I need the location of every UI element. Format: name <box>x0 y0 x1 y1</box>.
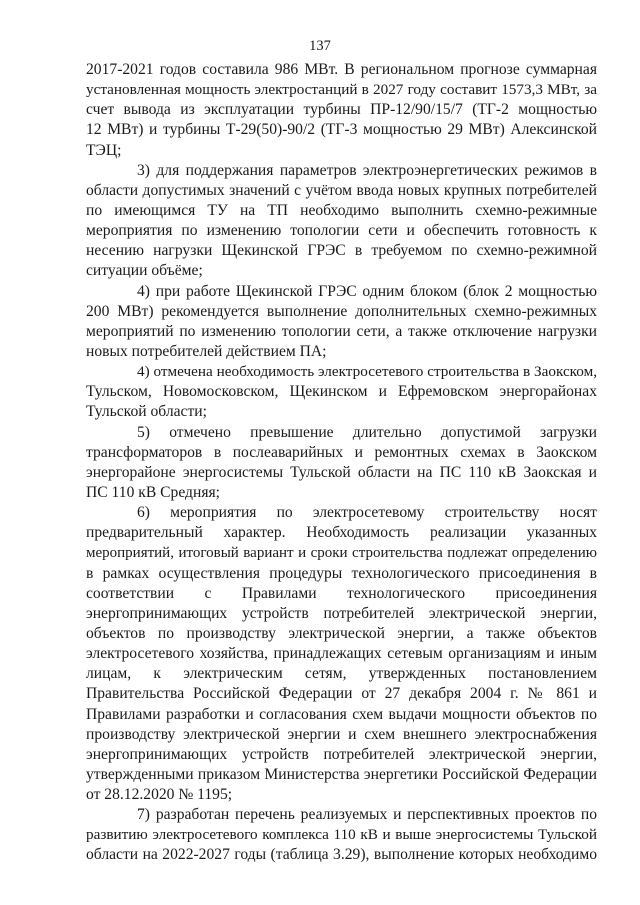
text-line: объектов по производству электрической энергии, а также объектов <box>86 624 597 642</box>
text-line: установленная мощность электростанций в 2027 году составит 1573,3 МВт, за <box>86 81 597 99</box>
text-line: 2017-2021 годов составила 986 МВт. В региональном прогнозе суммарная <box>86 61 597 78</box>
text-line: производству электрической энергии и схем внешнего электроснабжения <box>86 725 597 743</box>
text-line: Правительства Российской Федерации от 27 декабря 2004 г. № 861 и <box>86 685 597 703</box>
text-line: Тульской области; <box>86 403 207 421</box>
text-line: мероприятий, итоговый вариант и сроки строительства подлежат определению <box>86 545 597 562</box>
text-line: 12 МВт) и турбины Т-29(50)-90/2 (ТГ-3 мощностью 29 МВт) Алексинской <box>86 121 597 139</box>
text-line: 5) отмечено превышение длительно допустимой загрузки <box>137 423 597 441</box>
text-line: ситуации объёме; <box>86 262 203 280</box>
text-line: развитию электросетевого комплекса 110 кВ и выше энергосистемы Тульской <box>86 826 597 844</box>
text-line: лицам, к электрическим сетям, утвержденных постановлением <box>86 665 597 683</box>
text-line: мероприятия по изменению топологии сети и обеспечить готовность к <box>86 222 597 240</box>
text-line: несению нагрузки Щекинской ГРЭС в требуемом по схемно-режимной <box>86 242 597 260</box>
text-line: 3) для поддержания параметров электроэнергетических режимов в <box>137 161 597 179</box>
text-line: соответствии с Правилами технологического присоединения <box>86 584 597 602</box>
text-line: от 28.12.2020 № 1195; <box>86 786 233 804</box>
text-line: 200 МВт) рекомендуется выполнение дополнительных схемно-режимных <box>86 302 597 320</box>
text-line: по имеющимся ТУ на ТП необходимо выполнить схемно-режимные <box>86 201 597 219</box>
text-line: трансформаторов в послеаварийных и ремонтных схемах в Заокском <box>86 443 597 461</box>
page-number: 137 <box>309 38 331 54</box>
text-line: предварительный характер. Необходимость реализации указанных <box>86 524 597 542</box>
text-line: ПС 110 кВ Средняя; <box>86 483 221 501</box>
body-text <box>86 60 597 866</box>
text-line: ТЭЦ; <box>86 141 122 159</box>
text-line: 4) при работе Щекинской ГРЭС одним блоком (блок 2 мощностью <box>137 282 597 300</box>
text-line: в рамках осуществления процедуры технологического присоединения в <box>86 564 597 582</box>
text-line: 7) разработан перечень реализуемых и перспективных проектов по <box>137 806 597 824</box>
text-line: новых потребителей действием ПА; <box>86 342 327 360</box>
text-line: электросетевого хозяйства, принадлежащих сетевым организациям и иным <box>86 645 597 663</box>
text-line: энергопринимающих устройств потребителей электрической энергии, <box>86 604 597 622</box>
text-line: утвержденными приказом Министерства энергетики Российской Федерации <box>86 765 597 783</box>
text-line: счет вывода из эксплуатации турбины ПР-12/90/15/7 (ТГ-2 мощностью <box>86 101 597 119</box>
text-line: мероприятий по изменению топологии сети, а также отключение нагрузки <box>86 322 597 340</box>
text-line: Тульском, Новомосковском, Щекинском и Ефремовском энергорайонах <box>86 383 597 401</box>
text-line: энергорайоне энергосистемы Тульской области на ПС 110 кВ Заокская и <box>86 463 597 481</box>
text-line: области допустимых значений с учётом ввода новых крупных потребителей <box>86 181 597 199</box>
text-line: 6) мероприятия по электросетевому строительству носят <box>137 504 597 522</box>
text-line: Правилами разработки и согласования схем выдачи мощности объектов по <box>86 705 597 723</box>
text-line: области на 2022-2027 годы (таблица 3.29), выполнение которых необходимо <box>86 846 597 864</box>
text-line: энергопринимающих устройств потребителей электрической энергии, <box>86 745 597 763</box>
text-line: 4) отмечена необходимость электросетевого строительства в Заокском, <box>137 363 597 381</box>
